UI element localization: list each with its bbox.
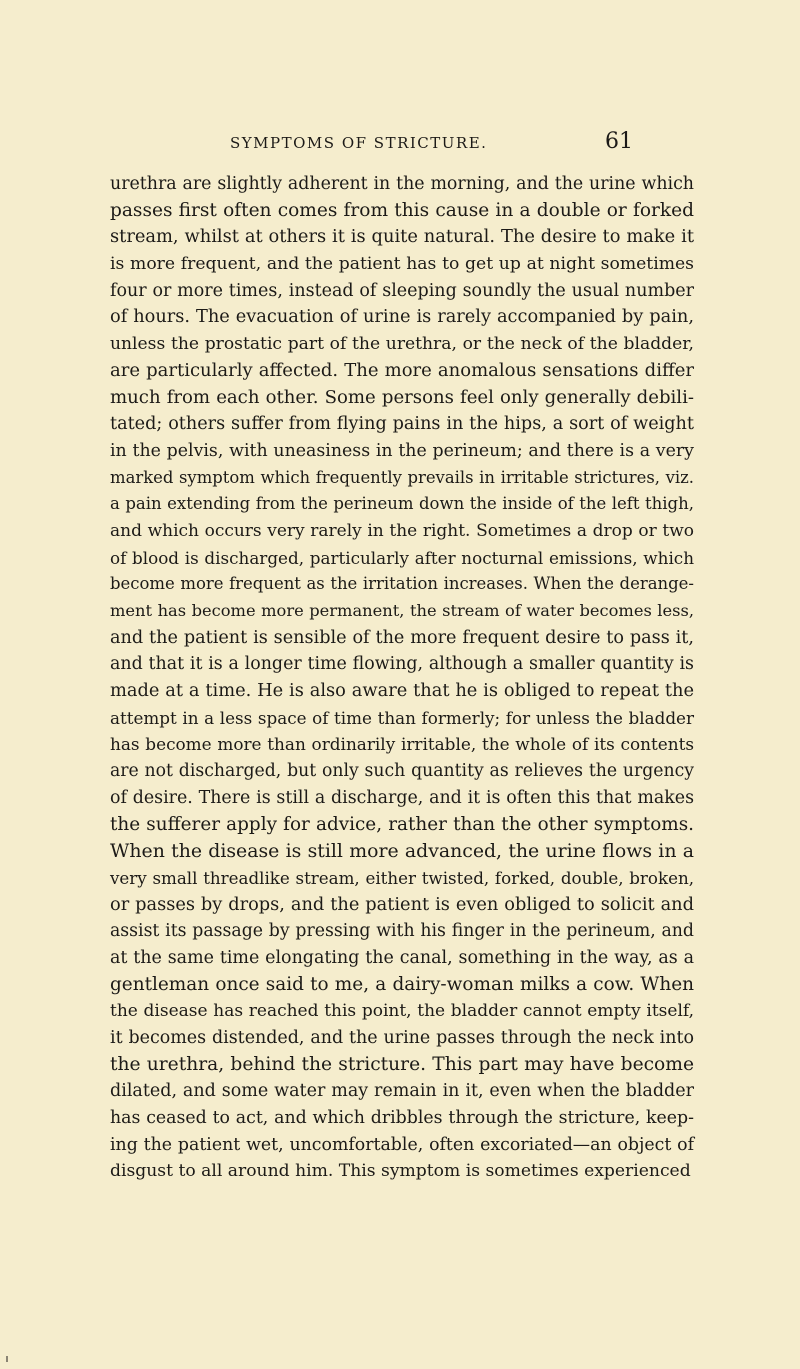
text-line: gentleman once said to me, a dairy-woman milks a cow. When xyxy=(110,973,694,995)
text-line: stream, whilst at others it is quite natural. The desire to make it xyxy=(110,226,694,248)
page-number: 61 xyxy=(605,129,633,154)
text-line: much from each other. Some persons feel only generally debili- xyxy=(110,386,694,408)
text-line: urethra are slightly adherent in the morning, and the urine which xyxy=(110,174,694,194)
text-line: a pain extending from the perineum down the inside of the left thigh, xyxy=(110,494,694,514)
text-line: very small threadlike stream, either twisted, forked, double, broken, xyxy=(110,867,694,888)
text-line: tated; others suffer from flying pains in the hips, a sort of weight xyxy=(110,414,694,435)
text-line: of desire. There is still a discharge, and it is often this that makes xyxy=(110,787,694,808)
text-line: has ceased to act, and which dribbles through the stricture, keep- xyxy=(110,1108,694,1129)
text-line: in the pelvis, with uneasiness in the perineum; and there is a very xyxy=(110,440,694,461)
text-line: attempt in a less space of time than formerly; for unless the bladder xyxy=(110,707,694,728)
text-line: of blood is discharged, particularly after nocturnal emissions, which xyxy=(110,547,694,568)
text-line: marked symptom which frequently prevails in irritable strictures, viz. xyxy=(110,467,694,487)
text-line: unless the prostatic part of the urethra, or the neck of the bladder, xyxy=(110,334,694,355)
text-line: and the patient is sensible of the more frequent desire to pass it, xyxy=(110,627,694,648)
text-line: disgust to all around him. This symptom is sometimes experienced xyxy=(110,1161,691,1182)
text-line: are not discharged, but only such quantity as relieves the urgency xyxy=(110,761,694,782)
text-line: When the disease is still more advanced, the urine flows in a xyxy=(110,840,694,863)
running-head: SYMPTOMS OF STRICTURE. xyxy=(230,134,488,152)
text-line: the disease has reached this point, the bladder cannot empty itself, xyxy=(110,1001,694,1022)
text-line: ment has become more permanent, the stream of water becomes less, xyxy=(110,601,694,620)
text-line: is more frequent, and the patient has to get up at night sometimes xyxy=(110,254,694,275)
text-line: of hours. The evacuation of urine is rarely accompanied by pain, xyxy=(110,306,694,328)
scan-mark xyxy=(6,1356,8,1362)
text-line: passes first often comes from this cause in a double or forked xyxy=(110,199,694,221)
text-line: ing the patient wet, uncomfortable, often excoriated—an object of xyxy=(110,1134,694,1155)
text-line: and that it is a longer time flowing, although a smaller quantity is xyxy=(110,654,694,675)
text-line: four or more times, instead of sleeping soundly the usual number xyxy=(110,280,694,301)
text-line: it becomes distended, and the urine passes through the neck into xyxy=(110,1028,694,1048)
text-line: are particularly affected. The more anomalous sensations differ xyxy=(110,359,694,381)
text-line: at the same time elongating the canal, something in the way, as a xyxy=(110,947,694,968)
text-line: the sufferer apply for advice, rather than the other symptoms. xyxy=(110,813,694,835)
text-line: become more frequent as the irritation increases. When the derange- xyxy=(110,574,694,594)
text-line: or passes by drops, and the patient is even obliged to solicit and xyxy=(110,893,694,915)
text-line: and which occurs very rarely in the right. Sometimes a drop or two xyxy=(110,520,694,541)
text-line: the urethra, behind the stricture. This part may have become xyxy=(110,1053,694,1075)
text-line: has become more than ordinarily irritable, the whole of its contents xyxy=(110,734,694,755)
body-text xyxy=(110,171,694,1185)
text-line: assist its passage by pressing with his finger in the perineum, and xyxy=(110,921,694,942)
text-line: dilated, and some water may remain in it, even when the bladder xyxy=(110,1081,694,1102)
text-line: made at a time. He is also aware that he is obliged to repeat the xyxy=(110,680,694,702)
